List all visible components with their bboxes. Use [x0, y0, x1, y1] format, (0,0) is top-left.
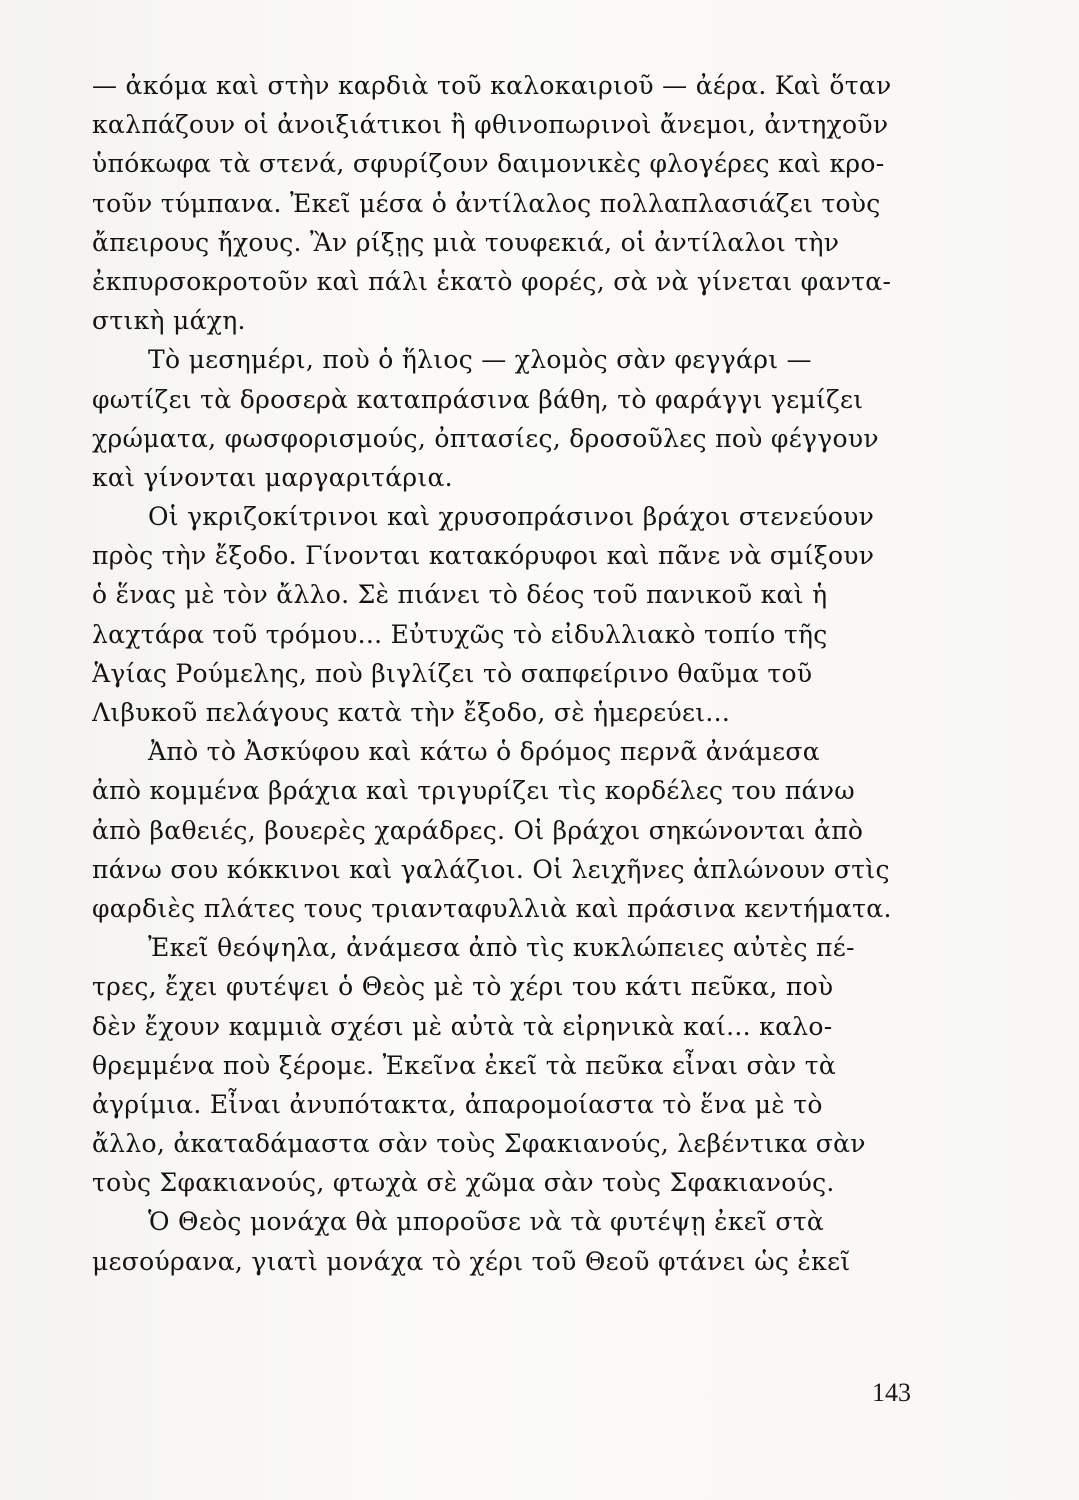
text-line: τοῦν τύμπανα. Ἐκεῖ μέσα ὁ ἀντίλαλος πολλαπλασιάζει τοὺς	[92, 188, 881, 218]
text-line: καὶ γίνονται μαργαριτάρια.	[92, 462, 453, 492]
text-line: δὲν ἔχουν καμμιὰ σχέσι μὲ αὐτὰ τὰ εἰρηνικὰ καί... καλο-	[92, 1011, 833, 1041]
page-number: 143	[872, 1378, 911, 1407]
text-line: θρεμμένα ποὺ ξέρομε. Ἐκεῖνα ἐκεῖ τὰ πεῦκα εἶναι σὰν τὰ	[92, 1050, 837, 1080]
text-line: πρὸς τὴν ἔξοδο. Γίνονται κατακόρυφοι καὶ πᾶνε νὰ σμίξουν	[92, 541, 875, 571]
text-line: χρώματα, φωσφορισμούς, ὀπτασίες, δροσοῦλες ποὺ φέγγουν	[92, 423, 879, 453]
text-line: ἄπειρους ἤχους. Ἂν ρίξῃς μιὰ τουφεκιά, οἱ ἀντίλαλοι τὴν	[92, 227, 840, 257]
text-line: ἀπὸ βαθειές, βουερὲς χαράδρες. Οἱ βράχοι σηκώνονται ἀπὸ	[92, 815, 864, 845]
text-line: Ὁ Θεὸς μονάχα θὰ μποροῦσε νὰ τὰ φυτέψῃ ἐκεῖ στὰ	[148, 1207, 825, 1237]
text-line: καλπάζουν οἱ ἀνοιξιάτικοι ἢ φθινοπωρινοὶ ἄνεμοι, ἀντηχοῦν	[92, 110, 889, 140]
text-line: ἀπὸ κομμένα βράχια καὶ τριγυρίζει τὶς κορδέλες του πάνω	[92, 776, 855, 806]
text-line: λαχτάρα τοῦ τρόμου... Εὐτυχῶς τὸ εἰδυλλιακὸ τοπίο τῆς	[92, 619, 828, 649]
text-line: ἄλλο, ἀκαταδάμαστα σὰν τοὺς Σφακιανούς, λεβέντικα σὰν	[92, 1129, 866, 1159]
text-line: μεσούρανα, γιατὶ μονάχα τὸ χέρι τοῦ Θεοῦ φτάνει ὡς ἐκεῖ	[92, 1246, 851, 1276]
text-line: — ἀκόμα καὶ στὴν καρδιὰ τοῦ καλοκαιριοῦ — ἀέρα. Καὶ ὅταν	[92, 71, 892, 100]
text-line: Ἁγίας Ρούμελης, ποὺ βιγλίζει τὸ σαπφείρινο θαῦμα τοῦ	[92, 658, 813, 688]
text-line: τοὺς Σφακιανούς, φτωχὰ σὲ χῶμα σὰν τοὺς Σφακιανούς.	[92, 1168, 835, 1198]
text-line: φαρδιὲς πλάτες τους τριανταφυλλιὰ καὶ πράσινα κεντήματα.	[92, 893, 892, 923]
text-line: Λιβυκοῦ πελάγους κατὰ τὴν ἔξοδο, σὲ ἡμερεύει...	[92, 698, 731, 727]
text-line: πάνω σου κόκκινοι καὶ γαλάζιοι. Οἱ λειχῆνες ἁπλώνουν στὶς	[92, 854, 890, 884]
text-line: ὑπόκωφα τὰ στενά, σφυρίζουν δαιμονικὲς φλογέρες καὶ κρο-	[92, 149, 885, 179]
text-line: Ἀπὸ τὸ Ἀσκύφου καὶ κάτω ὁ δρόμος περνᾶ ἀνάμεσα	[148, 737, 820, 767]
text-line: ὁ ἕνας μὲ τὸν ἄλλο. Σὲ πιάνει τὸ δέος τοῦ πανικοῦ καὶ ἡ	[92, 580, 828, 610]
text-line: Ἐκεῖ θεόψηλα, ἀνάμεσα ἀπὸ τὶς κυκλώπειες αὐτὲς πέ-	[148, 933, 855, 963]
text-line: ἀγρίμια. Εἶναι ἀνυπότακτα, ἀπαρομοίαστα τὸ ἕνα μὲ τὸ	[92, 1089, 823, 1119]
text-line: ἐκπυρσοκροτοῦν καὶ πάλι ἑκατὸ φορές, σὰ νὰ γίνεται φαντα-	[92, 266, 892, 296]
text-line: Τὸ μεσημέρι, ποὺ ὁ ἥλιος — χλομὸς σὰν φεγγάρι —	[148, 345, 812, 375]
text-line: τρες, ἔχει φυτέψει ὁ Θεὸς μὲ τὸ χέρι του κάτι πεῦκα, ποὺ	[92, 972, 834, 1002]
text-line: φωτίζει τὰ δροσερὰ καταπράσινα βάθη, τὸ φαράγγι γεμίζει	[92, 384, 864, 414]
body-text	[92, 66, 922, 1281]
text-line: Οἱ γκριζοκίτρινοι καὶ χρυσοπράσινοι βράχοι στενεύουν	[148, 502, 875, 532]
text-line: στικὴ μάχη.	[92, 306, 246, 336]
